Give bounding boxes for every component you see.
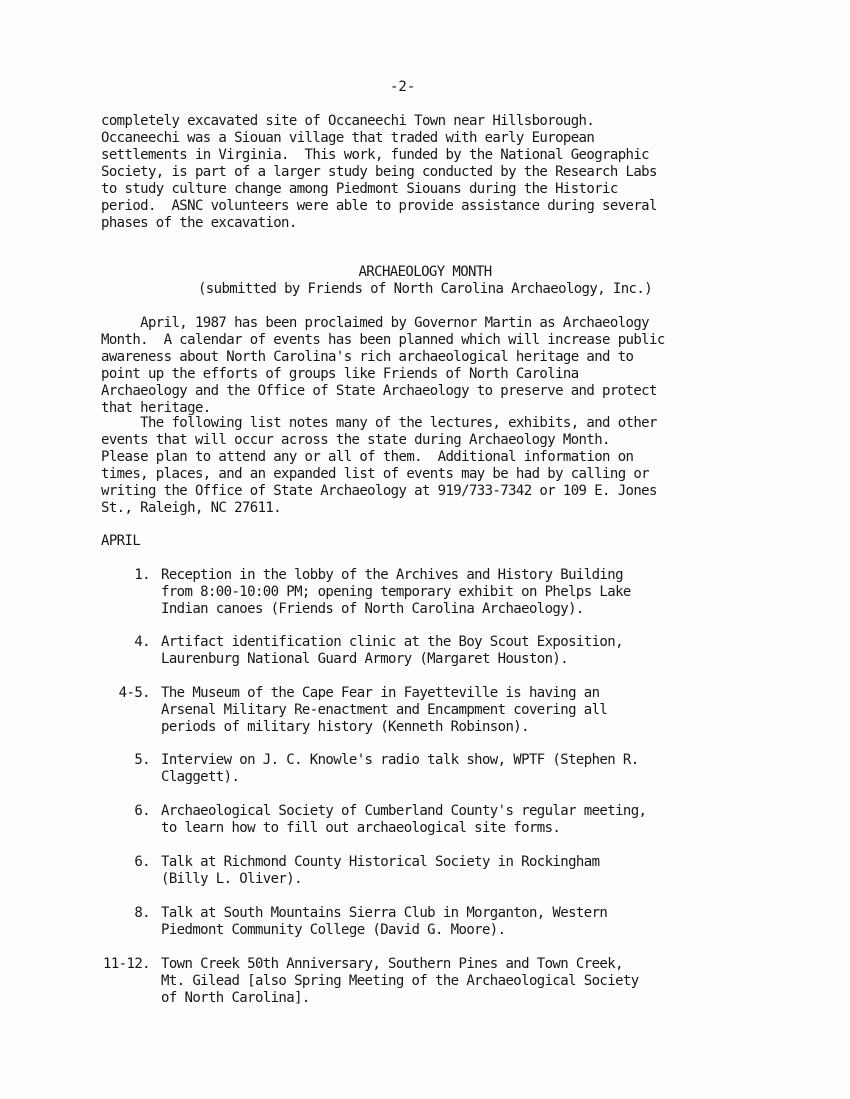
event-date: 8. [134,905,150,921]
text-line: The following list notes many of the lectures, exhibits, and other [101,415,657,431]
event-line: Indian canoes (Friends of North Carolina Archaeology). [161,601,584,617]
text-line: April, 1987 has been proclaimed by Governor Martin as Archaeology [101,315,650,331]
event-date: 4. [134,634,150,650]
event-line: The Museum of the Cape Fear in Fayetteville is having an [161,685,600,701]
section-title: ARCHAEOLOGY MONTH [358,264,492,280]
text-line: writing the Office of State Archaeology at 919/733-7342 or 109 E. Jones [101,483,657,499]
event-line: Piedmont Community College (David G. Moore). [161,922,506,938]
event-date: 1. [134,567,150,583]
text-line: that heritage. [101,400,211,416]
section-subtitle: (submitted by Friends of North Carolina Archaeology, Inc.) [197,281,653,297]
text-line: to study culture change among Piedmont Siouans during the Historic [101,181,618,197]
event-line: of North Carolina]. [161,990,310,1006]
event-line: Arsenal Military Re-enactment and Encampment covering all [161,702,608,718]
event-date: 4-5. [118,685,150,701]
text-line: events that will occur across the state during Archaeology Month. [101,432,610,448]
text-line: Month. A calendar of events has been planned which will increase public [101,332,665,348]
event-line: Claggett). [161,769,240,785]
event-date: 6. [134,854,150,870]
text-line: Please plan to attend any or all of them. Additional information on [101,449,634,465]
event-line: Reception in the lobby of the Archives and History Building [161,567,623,583]
event-line: Talk at Richmond County Historical Society in Rockingham [161,854,600,870]
event-line: Mt. Gilead [also Spring Meeting of the Archaeological Society [161,973,639,989]
text-line: settlements in Virginia. This work, funded by the National Geographic [101,147,650,163]
event-line: (Billy L. Oliver). [161,871,302,887]
event-line: Interview on J. C. Knowle's radio talk show, WPTF (Stephen R. [161,752,639,768]
event-line: Laurenburg National Guard Armory (Margaret Houston). [161,651,569,667]
page-number: -2- [390,79,416,95]
event-line: Town Creek 50th Anniversary, Southern Pines and Town Creek, [161,956,623,972]
event-line: periods of military history (Kenneth Robinson). [161,719,529,735]
event-line: Artifact identification clinic at the Boy Scout Exposition, [161,634,623,650]
month-heading: APRIL [101,533,141,549]
text-line: Archaeology and the Office of State Archaeology to preserve and protect [101,383,657,399]
text-line: completely excavated site of Occaneechi Town near Hillsborough. [101,113,595,129]
text-line: awareness about North Carolina's rich archaeological heritage and to [101,349,634,365]
text-line: point up the efforts of groups like Friends of North Carolina [101,366,579,382]
event-line: Talk at South Mountains Sierra Club in Morganton, Western [161,905,608,921]
text-line: Society, is part of a larger study being conducted by the Research Labs [101,164,657,180]
text-line: Occaneechi was a Siouan village that traded with early European [101,130,595,146]
text-line: phases of the excavation. [101,215,297,231]
event-date: 5. [134,752,150,768]
event-line: from 8:00-10:00 PM; opening temporary exhibit on Phelps Lake [161,584,631,600]
event-date: 6. [134,803,150,819]
text-line: period. ASNC volunteers were able to provide assistance during several [101,198,657,214]
text-line: St., Raleigh, NC 27611. [101,500,282,516]
text-line: times, places, and an expanded list of events may be had by calling or [101,466,650,482]
event-line: Archaeological Society of Cumberland County's regular meeting, [161,803,647,819]
event-date: 11-12. [103,956,150,972]
event-line: to learn how to fill out archaeological site forms. [161,820,561,836]
